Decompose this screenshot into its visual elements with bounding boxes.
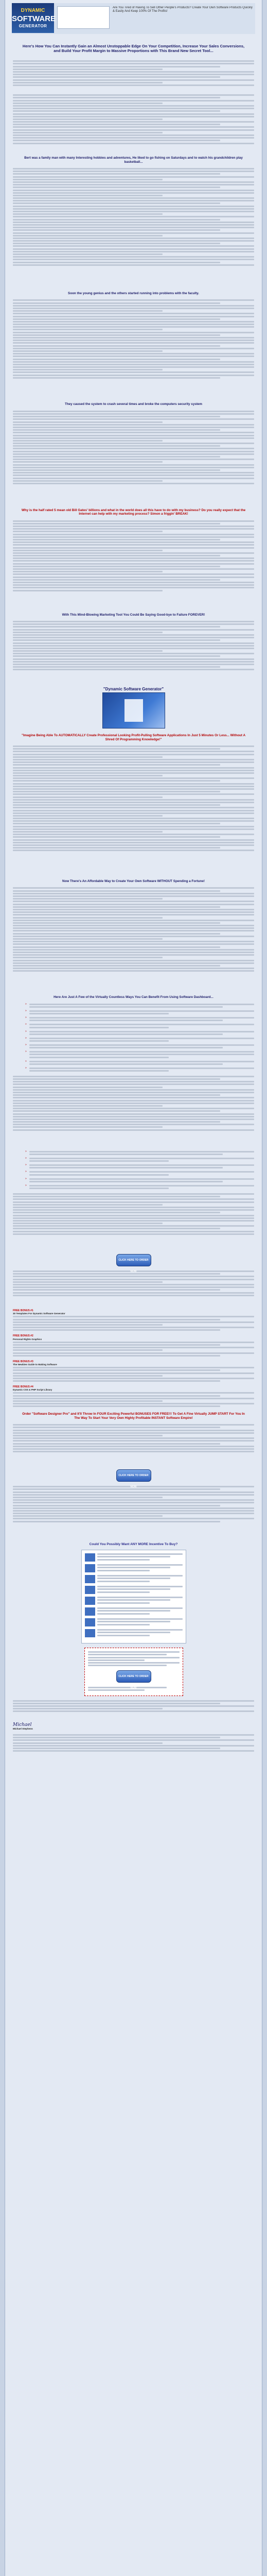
affordable-paragraph xyxy=(13,887,254,990)
list-item xyxy=(25,1158,254,1162)
offer-item xyxy=(85,1618,183,1626)
incentive-headline: Could You Possibly Want ANY MORE Incentive To Buy? xyxy=(89,1543,178,1547)
story-paragraph-5 xyxy=(13,520,254,608)
offer-item xyxy=(85,1564,183,1572)
product-thumb xyxy=(85,1607,95,1616)
list-item xyxy=(25,1171,254,1175)
main-headline: Here's How You Can Instantly Gain an Almost Unstoppable Edge On Your Competition, Increase Your Sales Conversions, and Build Your Profit Margin to Massive Proportions with This Brand New Secret Tool... xyxy=(22,44,245,53)
signoff-paragraph xyxy=(13,1700,254,1721)
list-item xyxy=(25,1178,254,1182)
list-item xyxy=(25,1185,254,1189)
salespage xyxy=(5,0,262,2576)
guarantee-paragraph xyxy=(13,1424,254,1465)
product-thumb xyxy=(85,1586,95,1594)
imagine-headline: "Imagine Being Able To AUTOMATICALLY Create Professional Looking Profit-Pulling Software Applications In Just 5 Minutes Or Less... Without A Shred Of Programming Knowledge!" xyxy=(21,734,246,741)
list-item xyxy=(25,1004,254,1008)
order-button-3[interactable]: CLICK HERE TO ORDER NOW xyxy=(116,1670,151,1683)
list-item xyxy=(25,1024,254,1028)
product-title: "Dynamic Software Generator" xyxy=(103,687,164,692)
offer-item xyxy=(85,1553,183,1562)
product-thumb xyxy=(85,1597,95,1605)
product-thumb xyxy=(85,1618,95,1626)
bonus-title: The Newbies Guide to Making Software xyxy=(13,1363,57,1366)
bonus-title: 30 Templates For Dynamic Software Generator xyxy=(13,1312,65,1315)
bonus-1 xyxy=(13,1310,254,1331)
offer-item xyxy=(85,1597,183,1605)
section-subhead-2: Soon the young genius and the others started running into problems with the faculty. xyxy=(68,292,199,295)
benefit-list xyxy=(25,1004,254,1072)
list-item xyxy=(25,1067,254,1072)
list-item xyxy=(25,1061,254,1065)
list-item xyxy=(25,1010,254,1014)
logo-line-3: GENERATOR xyxy=(19,24,47,28)
offer-list xyxy=(81,1550,186,1643)
product-box-image xyxy=(102,692,165,728)
list-item xyxy=(25,1038,254,1042)
section-subhead-4: Why is the half rated 5 mean old Bill Gates' billions and what in the world does all this have to do with my business? Do you really expect that the Internet can help with my marketing process? Simon a friggin' BREAK! xyxy=(21,508,246,516)
product-thumb xyxy=(85,1564,95,1572)
logo-line-2: SOFTWARE xyxy=(12,14,56,23)
story-paragraph xyxy=(13,94,254,151)
header xyxy=(12,3,255,34)
order-box xyxy=(84,1648,183,1696)
product-thumb xyxy=(85,1553,95,1562)
sales-copy xyxy=(13,39,254,1768)
story-paragraph-6 xyxy=(13,621,254,683)
story-paragraph-2 xyxy=(13,168,254,286)
bonus-3 xyxy=(13,1361,254,1382)
bonus-label: FREE BONUS #1 xyxy=(13,1309,33,1313)
offer-item xyxy=(85,1607,183,1616)
closing-paragraph xyxy=(13,1193,254,1250)
postscript xyxy=(13,1734,254,1765)
order-button-2[interactable]: CLICK HERE TO ORDER NOW xyxy=(116,1469,151,1482)
story-paragraph-4 xyxy=(13,411,254,503)
list-item xyxy=(25,1017,254,1021)
header-tagline: Are You Tired of Having To Sell Other People's Products? Create Your Own Software Products Quickly & Easily And Keep 100% Of The Profits! xyxy=(113,6,253,13)
ps-paragraph xyxy=(13,1486,254,1537)
story-paragraph-3 xyxy=(13,299,254,397)
ways-headline: Here Are Just A Few of the Virtually Countless Ways You Can Benefit From Using Software Dashboard... xyxy=(54,995,213,999)
logo-line-1: DYNAMIC xyxy=(21,8,45,13)
bonus-2 xyxy=(13,1335,254,1356)
signature-name: Michael Stephens xyxy=(13,1727,33,1730)
list-item xyxy=(25,1164,254,1168)
signature: Michael xyxy=(13,1722,32,1727)
affordable-headline: Now There's An Affordable Way to Create Your Own Software WITHOUT Spending a Fortune! xyxy=(62,879,205,884)
order-headline: Order "Software Designer Pro" and It'll Throw In FOUR Exciting Powerful BONUSES FOR FREE!!! To Get A Fine Virtually JUMP START For You In The Way To Start Your Very Own Highly Profitable INSTANT Software Empire! xyxy=(22,1412,245,1420)
bonus-label: FREE BONUS #3 xyxy=(13,1360,33,1363)
product-logo xyxy=(12,3,54,33)
offer-item xyxy=(85,1575,183,1583)
list-item xyxy=(25,1151,254,1155)
feature-list xyxy=(25,1151,254,1189)
benefit-paragraph xyxy=(13,745,254,874)
bonus-title: Personal Rights Graphics xyxy=(13,1337,42,1341)
intro-paragraph xyxy=(13,60,254,91)
list-item xyxy=(25,1031,254,1035)
section-subhead-1: Bert was a family man with many Interesting hobbies and adventures, He liked to go fishing on Saturdays and to watch his grandchildren play basketball... xyxy=(24,156,243,164)
product-thumb xyxy=(85,1629,95,1637)
header-badge xyxy=(57,6,110,29)
section-subhead-5: With This Mind-Blowing Marketing Tool You Could Be Saying Good-bye to Failure FOREVER! xyxy=(62,613,205,617)
bonus-label: FREE BONUS #2 xyxy=(13,1334,33,1338)
product-thumb xyxy=(85,1575,95,1583)
offer-item xyxy=(85,1629,183,1637)
features-paragraph xyxy=(13,1076,254,1148)
offer-item xyxy=(85,1586,183,1594)
order-button[interactable]: CLICK HERE TO ORDER NOW xyxy=(116,1254,151,1266)
list-item xyxy=(25,1044,254,1048)
list-item xyxy=(25,1051,254,1058)
product-showcase xyxy=(87,688,180,728)
bonus-4 xyxy=(13,1386,254,1407)
section-subhead-3: They caused the system to crash several times and broke the computers security system xyxy=(64,402,203,406)
bonus-label: FREE BONUS #4 xyxy=(13,1385,33,1389)
bonus-title: Dynamic CSS & PHP Script Library xyxy=(13,1388,52,1392)
